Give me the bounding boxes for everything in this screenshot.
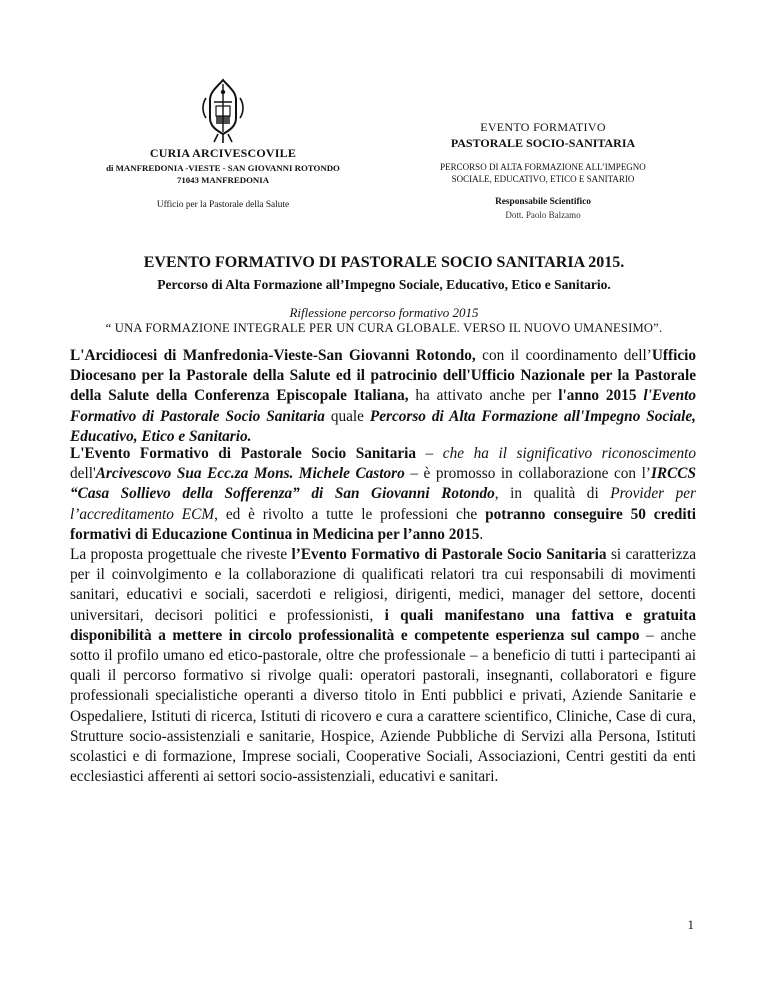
reflection-quote: “ UNA FORMAZIONE INTEGRALE PER UN CURA GLOBALE. VERSO IL NUOVO UMANESIMO”. [105,321,663,335]
p2-s16: – anche sotto il profilo umano ed etico-pastorale, oltre che professionale – a beneficio di tutti i partecipanti ai quali il percorso formativo si rivolge quali: operatori pastorali, insegnanti, collaboratori e figure professionali specialistiche operanti a diverso titolo in Enti pubblici e privati, Aziende Sanitarie e Ospedaliere, Istituti di ricerca, Istituti di ricovero e cura a carattere scientifico, Cliniche, Case di cura, Strutture socio-assistenziali e sanitarie, Hospice, Aziende Pubbliche di Servizi alla Persona, Istituti scolastici e di formazione, Imprese sociali, Cooperative Sociali, Associazioni, Centri gestiti da enti ecclesiastici afferenti ai settori socio-assistenziali, educativi e sanitari. [70,626,696,786]
p2-s5: – è promosso in collaborazione con l’ [404,465,651,483]
event-responsabile-label: Responsabile Scientifico [495,197,591,207]
p1-s7: quale [324,407,370,425]
p1-s5: l'anno 2015 [558,387,637,405]
document-title: EVENTO FORMATIVO DI PASTORALE SOCIO SANITARIA 2015. [143,254,625,271]
paragraph-1 [70,346,696,447]
document-subtitle: Percorso di Alta Formazione all’Impegno Sociale, Educativo, Etico e Sanitario. [157,277,611,292]
p2-s6: IRCCS “Casa Sollievo della Sofferenza” di San Giovanni Rotondo [70,465,697,503]
curia-office: Ufficio per la Pastorale della Salute [156,200,290,210]
p1-s1: L'Arcidiocesi di Manfredonia-Vieste-San Giovanni Rotondo, [70,347,476,364]
p2-s14: si caratterizza per il coinvolgimento e la collaborazione di qualificati relatori tra cui responsabili di movimenti sanitari, educativi e sociali, sacerdoti e religiosi, dirigenti, medici, manager del settore, docenti universitari, decisori politici e professionisti, [70,546,696,624]
event-header-title: EVENTO FORMATIVO [480,120,606,134]
curia-subtitle: di MANFREDONIA -VIESTE - SAN GIOVANNI ROTONDO [106,163,340,173]
curia-title: CURIA ARCIVESCOVILE [149,146,297,160]
p2-s11: . [479,525,484,543]
archdiocese-crest-icon [196,78,250,144]
event-responsabile-name: Dott. Paolo Balzamo [505,210,581,220]
paragraph-2 [70,444,696,787]
p2-s12: La proposta progettuale che riveste [70,546,292,564]
event-percorso-line2: SOCIALE, EDUCATIVO, ETICO E SANITARIO [451,174,635,184]
p2-s15: i quali manifestano una fattiva e gratuita disponibilità a mettere in circolo professionalità e competente esperienza sul campo [70,606,696,644]
p2-s4: Arcivescovo Sua Ecc.za Mons. Michele Castoro [95,465,405,483]
p2-s7: , in qualità di [494,485,611,503]
p1-s6: l'Evento Formativo di Pastorale Socio Sanitaria [70,387,697,425]
p2-s8: Provider per l’accreditamento ECM [70,485,696,523]
p2-s13: l’Evento Formativo di Pastorale Socio Sanitaria [291,546,607,564]
page-number: 1 [687,917,694,932]
event-header-subtitle: PASTORALE SOCIO-SANITARIA [450,136,636,150]
p2-s10: potranno conseguire 50 crediti formativi di Educazione Continua in Medicina per l’anno 2015 [70,505,696,543]
p1-s2: con il coordinamento dell’ [475,347,652,364]
reflection-label: Riflessione percorso formativo 2015 [289,305,479,320]
curia-address: 71043 MANFREDONIA [176,175,270,185]
p2-s9: , ed è rivolto a tutte le professioni che [214,505,486,523]
event-percorso-line1: PERCORSO DI ALTA FORMAZIONE ALL’IMPEGNO [440,162,646,172]
p2-s1: L'Evento Formativo di Pastorale Socio Sanitaria [70,445,417,462]
p1-s8: Percorso di Alta Formazione all'Impegno Sociale, Educativo, Etico e Sanitario. [70,407,696,445]
p1-s3: Ufficio Diocesano per la Pastorale della Salute ed il patrocinio dell'Ufficio Nazionale per la Pastorale della Salute della Conferenza Episcopale Italiana, [70,347,697,405]
p2-s2: – che ha il significativo riconoscimento [416,445,696,462]
p2-s3: dell' [70,465,96,483]
p1-s4: ha attivato anche per [408,387,559,405]
